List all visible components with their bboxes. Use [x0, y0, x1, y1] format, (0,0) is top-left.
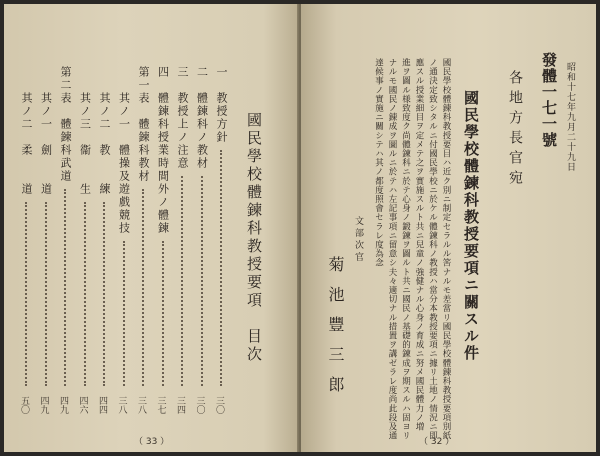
addressee: 各地方長官宛 — [507, 70, 523, 190]
body-line: ナルモ國民ノ錬成ヲ圖ルニ於テハ左記事項ニ留意シ夫々適切ナル措置ヲ講ゼラレ度尚此段及通 — [387, 58, 397, 441]
toc-entry-label: 第一表 體鍊科教材 — [137, 66, 150, 183]
toc-leader-dots — [142, 189, 144, 386]
left-page — [4, 4, 299, 452]
toc-page-number: 四九 — [58, 396, 68, 414]
toc-entry-label: 三 教授上ノ注意 — [176, 66, 189, 170]
signature-title: 文部次官 — [353, 216, 363, 264]
body-line: 達候事ノ實施ニ關シテハ其ノ都度照會セラレ度為念 — [373, 58, 384, 268]
toc-page-number: 三〇 — [194, 396, 205, 414]
toc-title: 國民學校體鍊科教授要項 目次 — [245, 112, 263, 364]
doc-date: 昭和十七年九月二十九日 — [565, 62, 575, 172]
toc-entry-label: 其ノ三 衞 生 — [78, 92, 92, 196]
body-line: 進ヲ圖ル様致度ク尚體鍊科ニ於テ心身ノ鍛鍊ヲ圖ルト共ニ國民ノ基礎的錬成ヲ期スルハ固ヨリ — [400, 58, 411, 441]
toc-entry-label: 四 體鍊科授業時間外ノ體鍊 — [156, 66, 170, 235]
toc-page-number: 五〇 — [19, 396, 29, 414]
right-page — [301, 4, 596, 452]
toc-leader-dots — [103, 202, 105, 386]
toc-entry-label: 其ノ一 體操及遊戲競技 — [117, 92, 131, 235]
body-line: ノ通決定致シタルニ付國民學校ニ於ケル體鍊科ノ教授ハ當分本教授要項ニ據リ土地ノ情況ニ即 — [427, 58, 438, 441]
toc-page-number: 三八 — [116, 396, 127, 414]
toc-entry-label: 其ノ二 柔 道 — [20, 92, 33, 196]
toc-entry-label: 二 體鍊科ノ教材 — [195, 66, 209, 170]
toc-leader-dots — [45, 202, 47, 386]
toc-page-number: 三〇 — [214, 396, 224, 414]
toc-page-number: 三八 — [136, 396, 146, 414]
toc-page-number: 三七 — [155, 396, 166, 414]
toc-entry-label: 其ノ二 教 練 — [98, 92, 111, 196]
toc-leader-dots — [162, 241, 164, 386]
right-folio: （ 32 ） — [419, 437, 455, 447]
body-line: 國民學校體鍊科教授要目ハ近ク別ニ制定セラルル筈ナルモ差當リ國民學校體鍊科教授要項別紙 — [441, 58, 451, 441]
toc-leader-dots — [220, 150, 222, 386]
toc-entry-label: 其ノ一 劍 道 — [39, 92, 53, 196]
toc-leader-dots — [64, 189, 66, 386]
doc-subject: 國民學校體鍊科教授要項ニ關スル件 — [462, 90, 480, 362]
toc-leader-dots — [25, 202, 27, 386]
toc-leader-dots — [201, 176, 203, 386]
toc-page-number: 三四 — [175, 396, 185, 414]
toc-leader-dots — [84, 202, 86, 386]
left-folio: （ 33 ） — [134, 437, 170, 447]
toc-page-number: 四六 — [77, 396, 88, 414]
toc-leader-dots — [123, 241, 125, 386]
toc-page-number: 四四 — [97, 396, 107, 414]
toc-leader-dots — [181, 176, 183, 386]
toc-entry-label: 第二表 體鍊科武道 — [59, 66, 72, 183]
doc-number: 發體一七一號 — [540, 52, 558, 148]
body-line: 應スル授業細目ヲ定メテ之ヲ實施スルト共ニ兒童ノ強健ナル心身ノ育成ニ努メ國民體力ノ増 — [414, 58, 424, 432]
toc-entry-label: 一 教授方針 — [215, 66, 228, 144]
signature-name: 菊池豐三郎 — [326, 256, 345, 406]
toc-page-number: 四九 — [38, 396, 49, 414]
